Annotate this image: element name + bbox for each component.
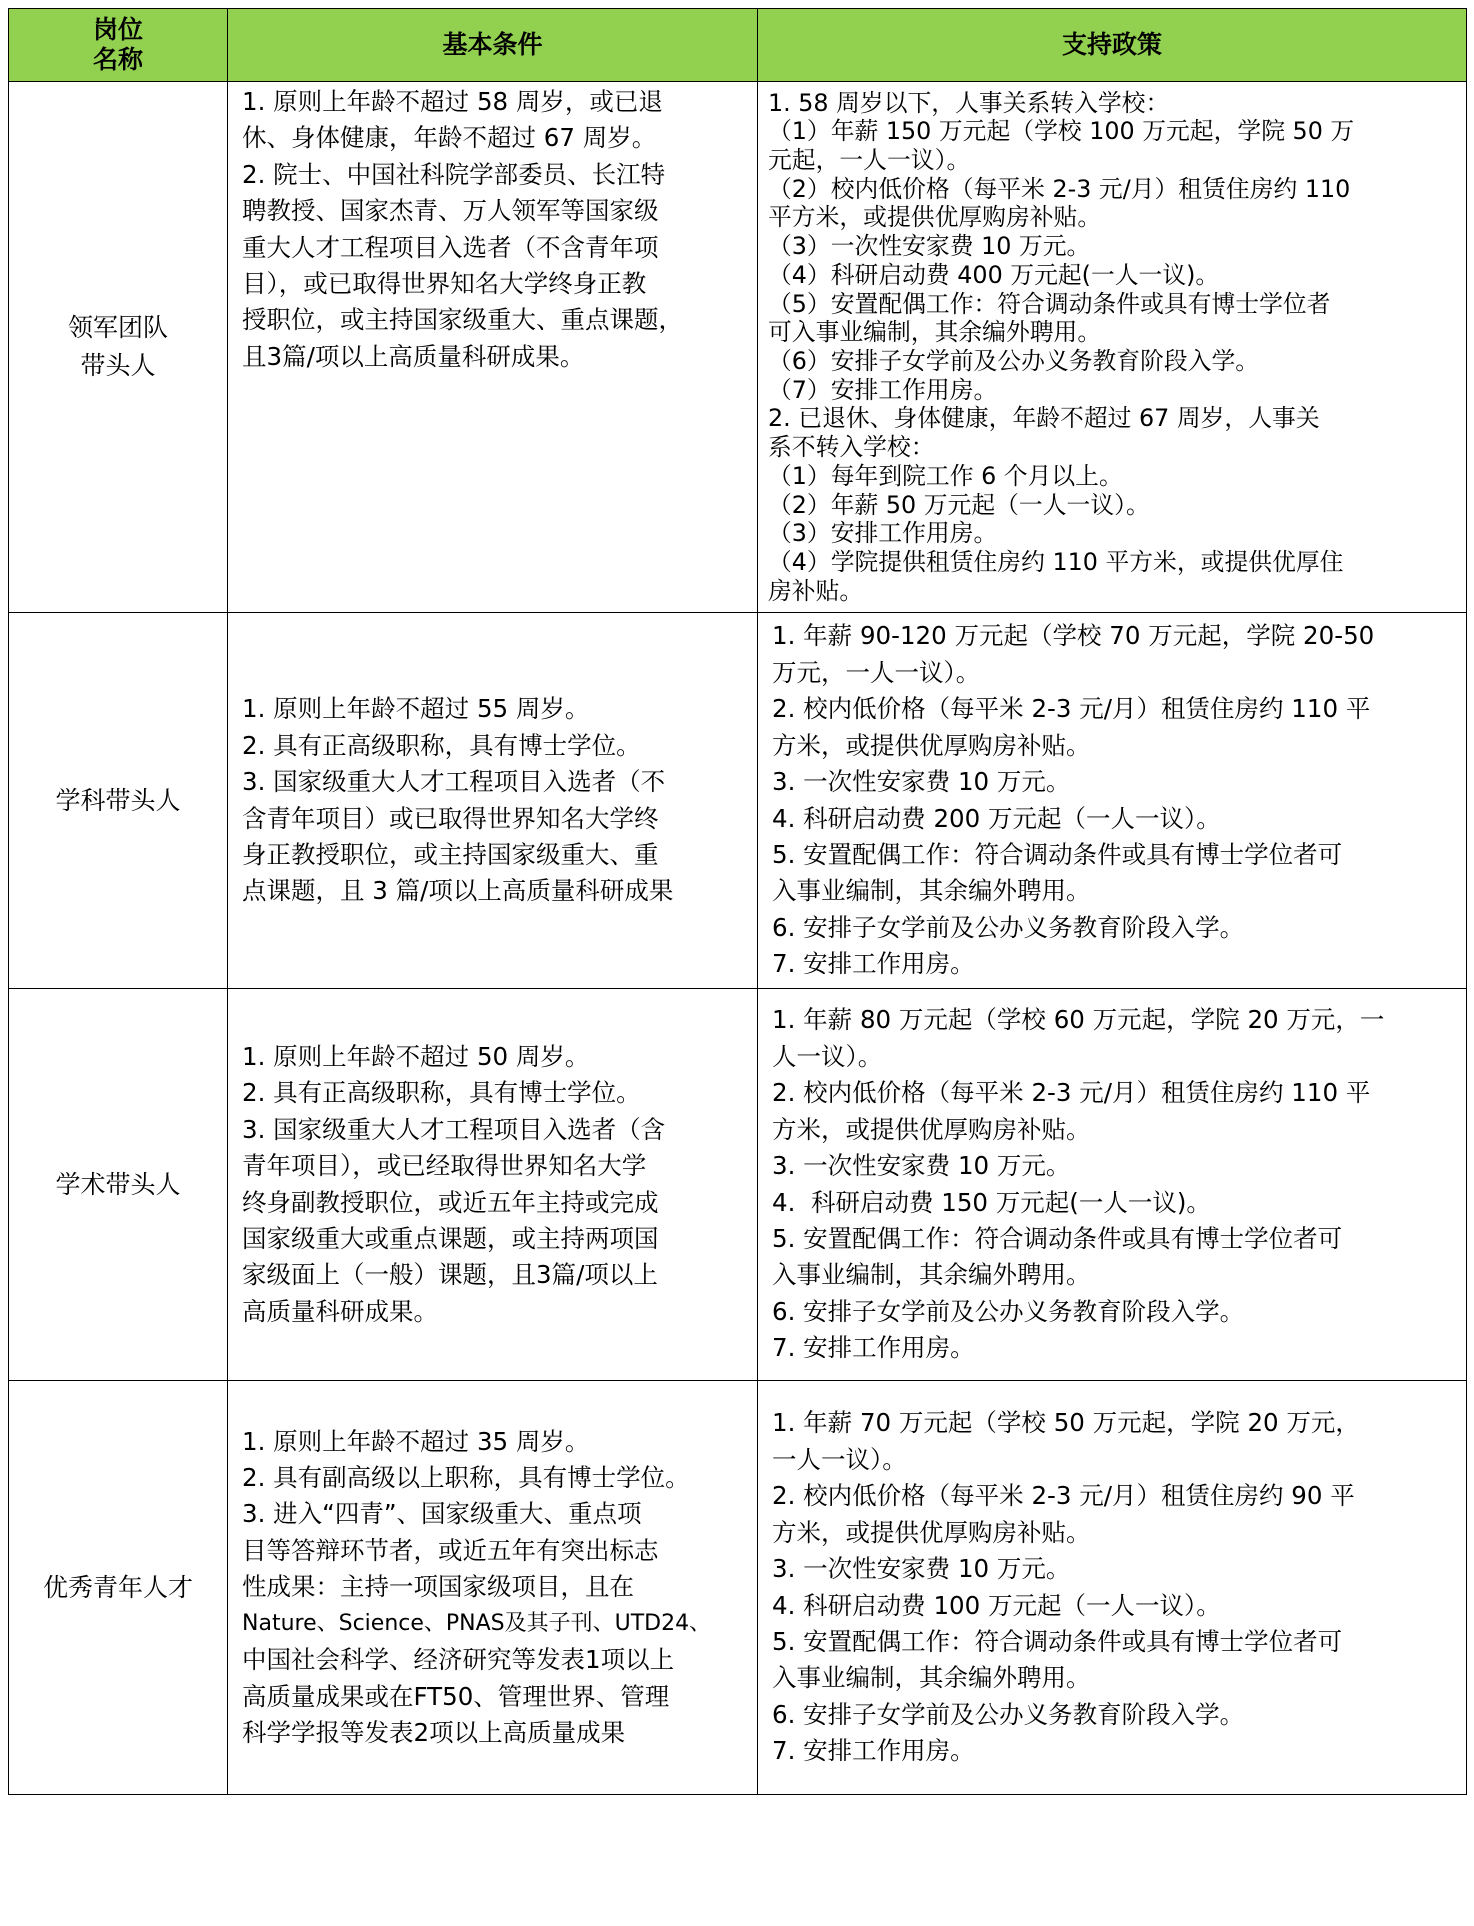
policy-line: （7）安排工作用房。 — [768, 375, 998, 404]
policy-line: 1. 年薪 80 万元起（学校 60 万元起，学院 20 万元，一 — [772, 1005, 1385, 1035]
conditions-line: 目），或已取得世界知名大学终身正教 — [242, 269, 647, 299]
policy-line: 一人一议）。 — [772, 1444, 907, 1474]
conditions-line: 终身副教授职位，或近五年主持或完成 — [242, 1187, 659, 1217]
policy-cell — [758, 82, 1467, 613]
policy-cell — [758, 613, 1467, 989]
policy-line: 3. 一次性安家费 10 万元。 — [772, 1151, 1071, 1181]
policy-line: 入事业编制，其余编外聘用。 — [772, 876, 1091, 906]
position-name-cell — [9, 989, 228, 1381]
conditions-line: Nature、Science、PNAS及其子刊、UTD24、 — [242, 1610, 712, 1636]
policy-line: （2）校内低价格（每平米 2-3 元/月）租赁住房约 110 — [768, 174, 1351, 203]
policy-line: 3. 一次性安家费 10 万元。 — [772, 767, 1071, 797]
table-row — [9, 82, 1467, 613]
conditions-line: 1. 原则上年龄不超过 35 周岁。 — [242, 1426, 590, 1456]
header-position — [9, 9, 228, 82]
policy-line: （4）学院提供租赁住房约 110 平方米，或提供优厚住 — [768, 547, 1344, 576]
policy-line: 平方米，或提供优厚购房补贴。 — [768, 203, 1102, 232]
conditions-line: 2. 具有正高级职称，具有博士学位。 — [242, 730, 641, 760]
policy-line: 方米，或提供优厚购房补贴。 — [772, 1114, 1091, 1144]
conditions-line: 家级面上（一般）课题，且3篇/项以上 — [242, 1260, 658, 1290]
policy-line: （4）科研启动费 400 万元起(一人一议)。 — [768, 260, 1220, 289]
policy-line: 2. 已退休、身体健康，年龄不超过 67 周岁，人事关 — [768, 404, 1320, 433]
conditions-line: 2. 院士、中国社科院学部委员、长江特 — [242, 159, 666, 189]
position-name-line: 领军团队 — [67, 313, 168, 342]
policy-line: 5. 安置配偶工作：符合调动条件或具有博士学位者可 — [772, 1626, 1343, 1656]
policy-line: 方米，或提供优厚购房补贴。 — [772, 1517, 1091, 1547]
policy-line: 房补贴。 — [768, 576, 864, 605]
policy-line: （2）年薪 50 万元起（一人一议）。 — [768, 490, 1150, 519]
policy-line: 4. 科研启动费 100 万元起（一人一议）。 — [772, 1590, 1221, 1620]
conditions-line: 中国社会科学、经济研究等发表1项以上 — [242, 1645, 675, 1675]
policy-line: （6）安排子女学前及公办义务教育阶段入学。 — [768, 347, 1260, 375]
policy-line: （3）一次性安家费 10 万元。 — [768, 232, 1091, 261]
conditions-line: 科学学报等发表2项以上高质量成果 — [242, 1717, 626, 1747]
position-name-cell — [9, 1381, 228, 1795]
policy-line: （1）年薪 150 万元起（学校 100 万元起，学院 50 万 — [768, 117, 1355, 146]
conditions-line: 含青年项目）或已取得世界知名大学终 — [242, 803, 659, 833]
policy-line: 7. 安排工作用房。 — [772, 1736, 975, 1766]
policy-line: 5. 安置配偶工作：符合调动条件或具有博士学位者可 — [772, 839, 1343, 869]
conditions-cell — [228, 1381, 758, 1795]
policy-line: 6. 安排子女学前及公办义务教育阶段入学。 — [772, 912, 1245, 942]
conditions-line: 国家级重大或重点课题，或主持两项国 — [242, 1223, 659, 1253]
header-position-line-1: 岗位 — [92, 15, 143, 44]
policy-cell — [758, 1381, 1467, 1795]
conditions-line: 且3篇/项以上高质量科研成果。 — [242, 341, 585, 371]
position-name-cell — [9, 613, 228, 989]
conditions-cell — [228, 82, 758, 613]
conditions-line: 青年项目），或已经取得世界知名大学 — [242, 1151, 647, 1181]
policy-line: 6. 安排子女学前及公办义务教育阶段入学。 — [772, 1699, 1245, 1729]
position-name-line: 带头人 — [80, 351, 156, 380]
header-conditions: 基本条件 — [228, 9, 758, 82]
policy-line: 人一议）。 — [772, 1041, 883, 1071]
conditions-line: 点课题，且 3 篇/项以上高质量科研成果 — [242, 876, 674, 906]
position-name-line: 学术带头人 — [55, 1169, 181, 1199]
conditions-line: 1. 原则上年龄不超过 50 周岁。 — [242, 1041, 590, 1071]
policy-line: （5）安置配偶工作：符合调动条件或具有博士学位者 — [768, 289, 1331, 318]
talent-policy-table — [8, 8, 1467, 1795]
header-row — [9, 9, 1467, 82]
conditions-line: 目等答辩环节者，或近五年有突出标志 — [242, 1535, 659, 1565]
conditions-cell — [228, 989, 758, 1381]
header-policy: 支持政策 — [758, 9, 1467, 82]
conditions-line: 休、身体健康，年龄不超过 67 周岁。 — [242, 123, 657, 153]
table-row — [9, 1381, 1467, 1795]
policy-line: 方米，或提供优厚购房补贴。 — [772, 730, 1091, 760]
conditions-line: 高质量成果或在FT50、管理世界、管理 — [242, 1681, 670, 1711]
policy-line: 1. 年薪 70 万元起（学校 50 万元起，学院 20 万元， — [772, 1408, 1360, 1438]
policy-line: 万元，一人一议）。 — [772, 657, 981, 687]
policy-line: 6. 安排子女学前及公办义务教育阶段入学。 — [772, 1296, 1245, 1326]
policy-cell — [758, 989, 1467, 1381]
policy-line: 4. 科研启动费 150 万元起(一人一议)。 — [772, 1187, 1211, 1217]
conditions-line: 1. 原则上年龄不超过 55 周岁。 — [242, 694, 590, 724]
conditions-line: 3. 国家级重大人才工程项目入选者（不 — [242, 767, 666, 797]
policy-line: 系不转入学校： — [768, 433, 935, 462]
conditions-line: 2. 具有正高级职称，具有博士学位。 — [242, 1078, 641, 1108]
policy-line: 2. 校内低价格（每平米 2-3 元/月）租赁住房约 110 平 — [772, 1078, 1371, 1108]
policy-line: 4. 科研启动费 200 万元起（一人一议）。 — [772, 803, 1221, 833]
conditions-line: 3. 国家级重大人才工程项目入选者（含 — [242, 1114, 666, 1144]
conditions-line: 1. 原则上年龄不超过 58 周岁，或已退 — [242, 87, 663, 116]
table-row — [9, 613, 1467, 989]
header-position-line-2: 名称 — [92, 45, 143, 74]
position-name-line: 优秀青年人才 — [42, 1572, 193, 1602]
policy-line: 入事业编制，其余编外聘用。 — [772, 1663, 1091, 1693]
conditions-line: 性成果：主持一项国家级项目，且在 — [242, 1572, 634, 1602]
policy-line: （3）安排工作用房。 — [768, 519, 998, 548]
policy-line: 入事业编制，其余编外聘用。 — [772, 1260, 1091, 1290]
policy-line: 5. 安置配偶工作：符合调动条件或具有博士学位者可 — [772, 1223, 1343, 1253]
policy-line: 1. 58 周岁以下，人事关系转入学校： — [768, 88, 1170, 117]
conditions-line: 3. 进入“四青”、国家级重大、重点项 — [242, 1499, 642, 1529]
conditions-line: 2. 具有副高级以上职称，具有博士学位。 — [242, 1463, 690, 1493]
policy-line: （1）每年到院工作 6 个月以上。 — [768, 461, 1123, 490]
conditions-line: 身正教授职位，或主持国家级重大、重 — [242, 839, 659, 869]
position-name-line: 学科带头人 — [55, 785, 181, 815]
policy-line: 可入事业编制，其余编外聘用。 — [768, 318, 1102, 347]
conditions-line: 授职位，或主持国家级重大、重点课题， — [242, 305, 683, 335]
policy-line: 3. 一次性安家费 10 万元。 — [772, 1554, 1071, 1584]
policy-line: 2. 校内低价格（每平米 2-3 元/月）租赁住房约 90 平 — [772, 1481, 1355, 1511]
conditions-line: 高质量科研成果。 — [242, 1296, 438, 1326]
conditions-line: 聘教授、国家杰青、万人领军等国家级 — [242, 196, 659, 226]
policy-line: 7. 安排工作用房。 — [772, 1333, 975, 1363]
position-name-cell — [9, 82, 228, 613]
policy-line: 1. 年薪 90-120 万元起（学校 70 万元起，学院 20-50 — [772, 621, 1375, 651]
table-row — [9, 989, 1467, 1381]
conditions-cell — [228, 613, 758, 989]
policy-line: 元起，一人一议）。 — [768, 146, 971, 175]
policy-line: 7. 安排工作用房。 — [772, 949, 975, 979]
policy-line: 2. 校内低价格（每平米 2-3 元/月）租赁住房约 110 平 — [772, 694, 1371, 724]
conditions-line: 重大人才工程项目入选者（不含青年项 — [242, 232, 659, 262]
